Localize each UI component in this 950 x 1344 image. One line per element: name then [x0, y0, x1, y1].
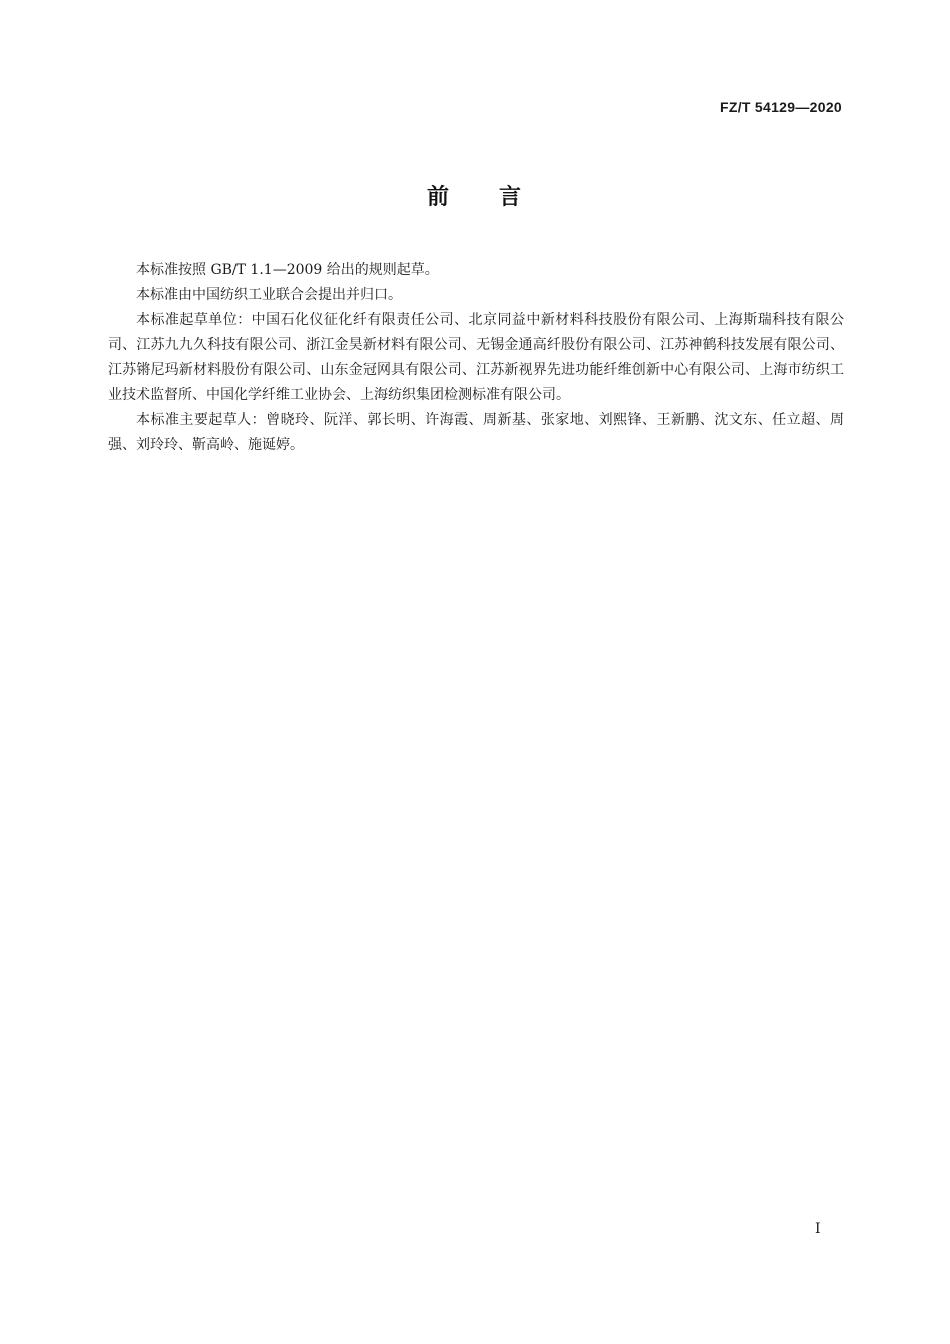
page-title: 前 言 [426, 185, 523, 210]
foreword-body [108, 258, 844, 458]
paragraph-drafters: 本标准主要起草人：曾晓玲、阮洋、郭长明、许海霞、周新基、张家地、刘熙锋、王新鹏、沈文东、任立超、周强、刘玲玲、靳高岭、施诞婷。 [108, 412, 844, 453]
paragraph-drafting-units: 本标准起草单位：中国石化仪征化纤有限责任公司、北京同益中新材料科技股份有限公司、上海斯瑞科技有限公司、江苏九九久科技有限公司、浙江金昊新材料有限公司、无锡金通高纤股份有限公司、江苏神鹤科技发展有限公司、江苏锵尼玛新材料股份有限公司、山东金冠网具有限公司、江苏新视界先进功能纤维创新中心有限公司、上海市纺织工业技术监督所、中国化学纤维工业协会、上海纺织集团检测标准有限公司。 [108, 312, 844, 403]
standard-code: FZ/T 54129—2020 [719, 99, 842, 115]
paragraph-drafting-rules: 本标准按照 GB/T 1.1—2009 给出的规则起草。 [136, 262, 439, 278]
paragraph-proposer: 本标准由中国纺织工业联合会提出并归口。 [136, 287, 402, 303]
page-number: I [815, 1221, 821, 1237]
